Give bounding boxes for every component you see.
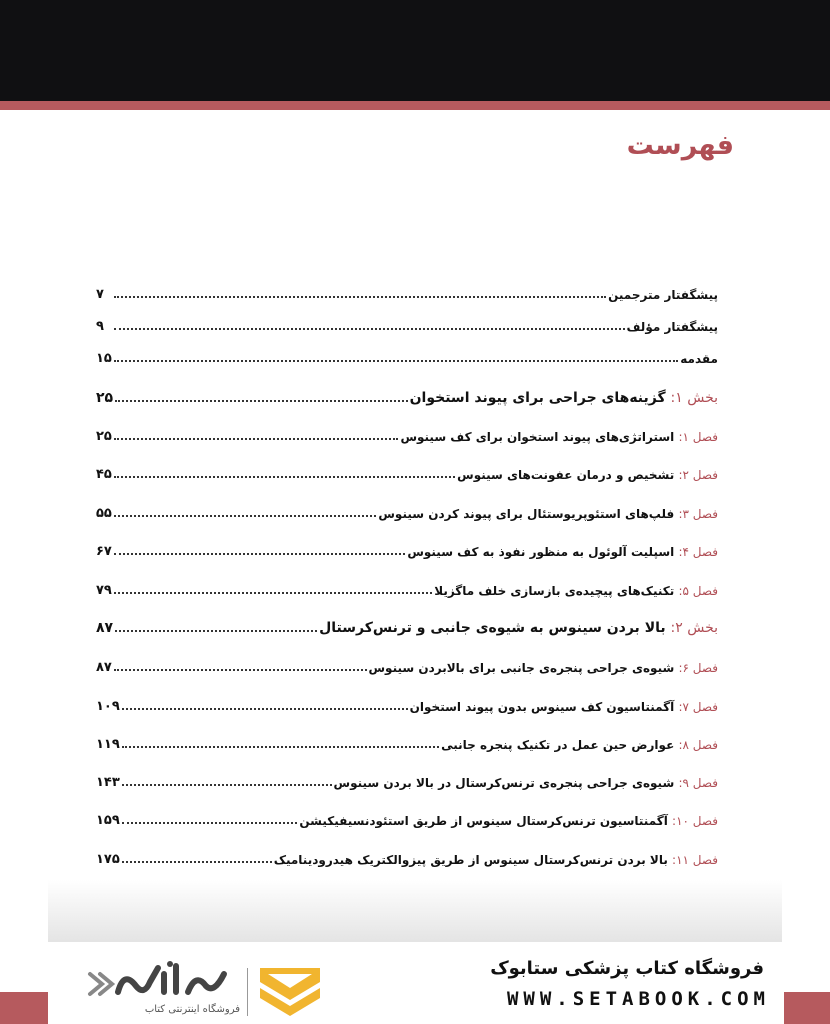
- toc-chapter-row[interactable]: [96, 845, 718, 867]
- toc-entry-label: [434, 584, 718, 598]
- toc-entry-title: استراتژی‌های پیوند استخوان برای کف سینوس: [400, 430, 675, 444]
- toc-entry-label: [400, 430, 718, 444]
- footer-accent-left: [0, 992, 48, 1024]
- toc-dot-leader: [114, 553, 405, 555]
- store-url[interactable]: WWW.SETABOOK.COM: [506, 988, 770, 1010]
- toc-part-row[interactable]: [96, 614, 718, 636]
- toc-page-number: ۲۵: [96, 390, 114, 406]
- toc-chapter-row[interactable]: [96, 460, 718, 482]
- toc-entry-label: [680, 352, 718, 366]
- toc-dot-leader: [114, 328, 625, 330]
- toc-dot-leader: [122, 746, 439, 748]
- toc-entry-prefix: فصل ۹:: [678, 776, 718, 790]
- toc-dot-leader: [122, 861, 272, 863]
- toc-entry-title: آگمنتاسیون ترنس‌کرستال سینوس از طریق استئودنسیفیکیشن: [299, 814, 668, 828]
- toc-front-row[interactable]: [96, 312, 718, 334]
- toc-page-number: ۹: [96, 319, 104, 334]
- toc-page-number: ۱۱۹: [96, 737, 120, 752]
- toc-chapter-row[interactable]: [96, 806, 718, 828]
- toc-chapter-row[interactable]: [96, 576, 718, 598]
- toc-entry-title: فلپ‌های استئوپریوستئال برای پیوند کردن سینوس: [378, 507, 675, 521]
- toc-entry-prefix: فصل ۱۰:: [672, 814, 718, 828]
- toc-page-number: ۱۵: [96, 351, 112, 366]
- toc-entry-prefix: بخش ۲:: [670, 620, 718, 636]
- toc-entry-title: تشخیص و درمان عفونت‌های سینوس: [457, 468, 675, 482]
- bottom-shadow: [48, 880, 782, 942]
- toc-dot-leader: [122, 822, 298, 824]
- toc-entry-label: [627, 320, 718, 334]
- toc-page-number: ۱۵۹: [96, 813, 120, 828]
- toc-entry-label: [441, 738, 718, 752]
- toc-page-number: ۴۵: [96, 467, 112, 482]
- store-name: فروشگاه کتاب پزشکی ستابوک: [490, 958, 764, 979]
- toc-front-row[interactable]: [96, 344, 718, 366]
- toc-entry-title: عوارض حین عمل در تکنیک پنجره جانبی: [441, 738, 675, 752]
- logo-divider: [247, 968, 248, 1016]
- toc-chapter-row[interactable]: [96, 692, 718, 714]
- toc-entry-label: [608, 288, 718, 302]
- toc-entry-label: [319, 620, 718, 636]
- toc-entry-title: تکنیک‌های پیچیده‌ی بازسازی خلف ماگزیلا: [434, 584, 675, 598]
- toc-dot-leader: [114, 515, 376, 517]
- toc-entry-prefix: فصل ۱۱:: [672, 853, 718, 867]
- toc-page-number: ۱۰۹: [96, 699, 120, 714]
- toc-entry-prefix: فصل ۸:: [678, 738, 718, 752]
- toc-page-number: ۸۷: [96, 660, 112, 675]
- toc-dot-leader: [114, 592, 432, 594]
- toc-entry-title: مقدمه: [680, 352, 718, 366]
- toc-dot-leader: [114, 476, 455, 478]
- toc-entry-prefix: فصل ۱:: [678, 430, 718, 444]
- toc-entry-label: [410, 390, 718, 406]
- toc-entry-prefix: فصل ۷:: [678, 700, 718, 714]
- toc-chapter-row[interactable]: [96, 768, 718, 790]
- top-accent-line: [0, 101, 830, 110]
- footer-accent-right: [784, 992, 830, 1024]
- toc-page-number: ۵۵: [96, 506, 112, 521]
- toc-chapter-row[interactable]: [96, 422, 718, 444]
- toc-page-number: ۱۴۳: [96, 775, 120, 790]
- toc-dot-leader: [114, 669, 367, 671]
- toc-entry-title: پیشگفتار مترجمین: [608, 288, 718, 302]
- toc-entry-title: شیوه‌ی جراحی پنجره‌ی ترنس‌کرستال در بالا بردن سینوس: [333, 776, 675, 790]
- toc-dot-leader: [114, 360, 678, 362]
- toc-part-row[interactable]: [96, 384, 718, 406]
- toc-front-row[interactable]: [96, 280, 718, 302]
- toc-chapter-row[interactable]: [96, 537, 718, 559]
- toc-entry-label: [407, 545, 718, 559]
- toc-entry-prefix: بخش ۱:: [670, 390, 718, 406]
- toc-entry-title: بالا بردن ترنس‌کرستال سینوس از طریق پیزوالکتریک هیدرودینامیک: [273, 853, 668, 867]
- toc-entry-label: [378, 507, 718, 521]
- toc-entry-title: پیشگفتار مؤلف: [626, 320, 718, 334]
- toc-entry-title: گزینه‌های جراحی برای پیوند استخوان: [409, 390, 666, 406]
- toc-page-number: ۷: [96, 287, 104, 302]
- toc-entry-label: [334, 776, 718, 790]
- toc-page-number: ۲۵: [96, 429, 112, 444]
- toc-page-number: ۸۷: [96, 620, 114, 636]
- toc-chapter-row[interactable]: [96, 653, 718, 675]
- page-title: فهرست: [626, 130, 734, 161]
- toc-chapter-row[interactable]: [96, 730, 718, 752]
- logo-subtitle: فروشگاه اینترنتی کتاب: [144, 1004, 240, 1015]
- toc-entry-label: [299, 814, 718, 828]
- toc-page-number: ۶۷: [96, 544, 112, 559]
- toc-dot-leader: [114, 296, 606, 298]
- toc-page-number: ۷۹: [96, 583, 112, 598]
- toc-chapter-row[interactable]: [96, 499, 718, 521]
- toc-entry-title: اسپلیت آلوئول به منظور نفوذ به کف سینوس: [407, 545, 675, 559]
- toc-entry-prefix: فصل ۵:: [678, 584, 718, 598]
- toc-entry-prefix: فصل ۲:: [678, 468, 718, 482]
- toc-entry-prefix: فصل ۴:: [678, 545, 718, 559]
- top-banner: [0, 0, 830, 101]
- toc-dot-leader: [122, 784, 332, 786]
- toc-entry-prefix: فصل ۳:: [678, 507, 718, 521]
- toc-entry-label: [274, 853, 718, 867]
- toc-dot-leader: [114, 438, 398, 440]
- toc-entry-title: آگمنتاسیون کف سینوس بدون پیوند استخوان: [409, 700, 675, 714]
- toc-entry-title: بالا بردن سینوس به شیوه‌ی جانبی و ترنس‌کرستال: [319, 620, 666, 636]
- toc-dot-leader: [115, 400, 408, 402]
- toc-dot-leader: [122, 708, 408, 710]
- toc-entry-label: [410, 700, 718, 714]
- toc-entry-prefix: فصل ۶:: [678, 661, 718, 675]
- toc-page-number: ۱۷۵: [96, 852, 120, 867]
- toc-entry-label: [457, 468, 718, 482]
- toc-dot-leader: [115, 630, 317, 632]
- toc-entry-title: شیوه‌ی جراحی پنجره‌ی جانبی برای بالابردن سینوس: [368, 661, 675, 675]
- toc-entry-label: [369, 661, 719, 675]
